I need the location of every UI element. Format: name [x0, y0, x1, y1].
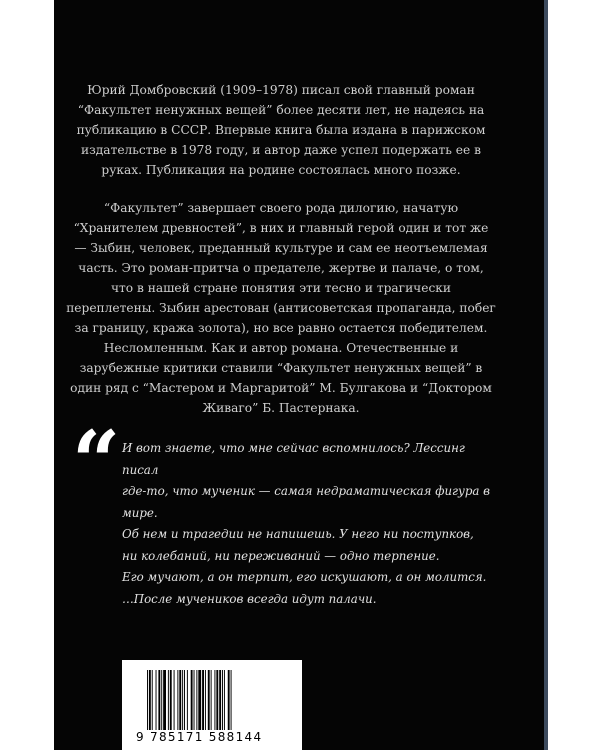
quote-block — [122, 438, 502, 610]
quote-line: где-то, что мученик — самая недраматическая фигура в мире. — [122, 484, 491, 520]
barcode-bar — [187, 670, 188, 730]
barcode-bar — [219, 670, 221, 730]
quote-mark-icon: “ — [72, 412, 121, 511]
spine-edge — [544, 0, 548, 750]
barcode-bar — [163, 670, 166, 730]
barcode-bar — [208, 670, 210, 730]
barcode-bar — [158, 670, 160, 730]
barcode-bar — [191, 670, 193, 730]
barcode-bar — [211, 670, 212, 730]
barcode-bar — [147, 670, 148, 730]
barcode-bar — [177, 670, 178, 730]
quote-line: …После мучеников всегда идут палачи. — [122, 591, 377, 606]
quote-line: И вот знаете, что мне сейчас вспомнилось? Лессинг писал — [122, 441, 465, 477]
barcode-bar — [198, 670, 201, 730]
barcode-digits: 9 785171 588144 — [136, 730, 263, 744]
barcode-bar — [196, 670, 197, 730]
quote-line: ни колебаний, ни переживаний — одно терпение. — [122, 548, 440, 563]
synopsis — [66, 80, 496, 418]
barcode-bar — [174, 670, 175, 730]
barcode — [122, 660, 302, 750]
barcode-bar — [216, 670, 218, 730]
barcode-bar — [222, 670, 223, 730]
barcode-bar — [228, 670, 230, 730]
barcode-bar — [224, 670, 225, 730]
barcode-bar — [194, 670, 195, 730]
barcode-bars — [147, 670, 284, 730]
barcode-bar — [182, 670, 183, 730]
barcode-bar — [149, 670, 151, 730]
barcode-bar — [214, 670, 215, 730]
quote-line: Его мучают, а он терпит, его искушают, а он молится. — [122, 570, 487, 584]
barcode-bar — [179, 670, 181, 730]
barcode-bar — [152, 670, 153, 730]
barcode-bar — [161, 670, 162, 730]
barcode-bar — [184, 670, 185, 730]
barcode-bar — [156, 670, 157, 730]
quote-line: Об нем и трагедии не напишешь. У него ни поступков, — [122, 527, 474, 541]
synopsis-paragraph-2: “Факультет” завершает своего рода дилогию, начатую “Хранителем древностей”, в них и главный герой один и тот же — Зыбин, человек, преданный культуре и сам ее неотъемлемая часть. Это роман-притча о предателе, жертве и палаче, о том, что в нашей стране понятия эти тесно и трагически переплетены. Зыбин арестован (антисоветская пропаганда, побег за границу, кража золота), но все равно остается победителем. Несломленным. Как и автор романа. Отечественные и зарубежные критики ставили “Факультет ненужных вещей” в один ряд с “Мастером и Маргаритой” М. Булгакова и “Доктором Живаго” Б. Пастернака. — [66, 201, 496, 415]
barcode-bar — [202, 670, 204, 730]
barcode-bar — [168, 670, 169, 730]
barcode-bar — [231, 670, 232, 730]
barcode-bar — [170, 670, 172, 730]
synopsis-paragraph-1: Юрий Домбровский (1909–1978) писал свой главный роман “Факультет ненужных вещей” более десяти лет, не надеясь на публикацию в СССР. Впервые книга была издана в парижском издательстве в 1978 году, и автор даже успел подержать ее в руках. Публикация на родине состоялась много позже. — [76, 83, 486, 177]
barcode-bar — [205, 670, 206, 730]
